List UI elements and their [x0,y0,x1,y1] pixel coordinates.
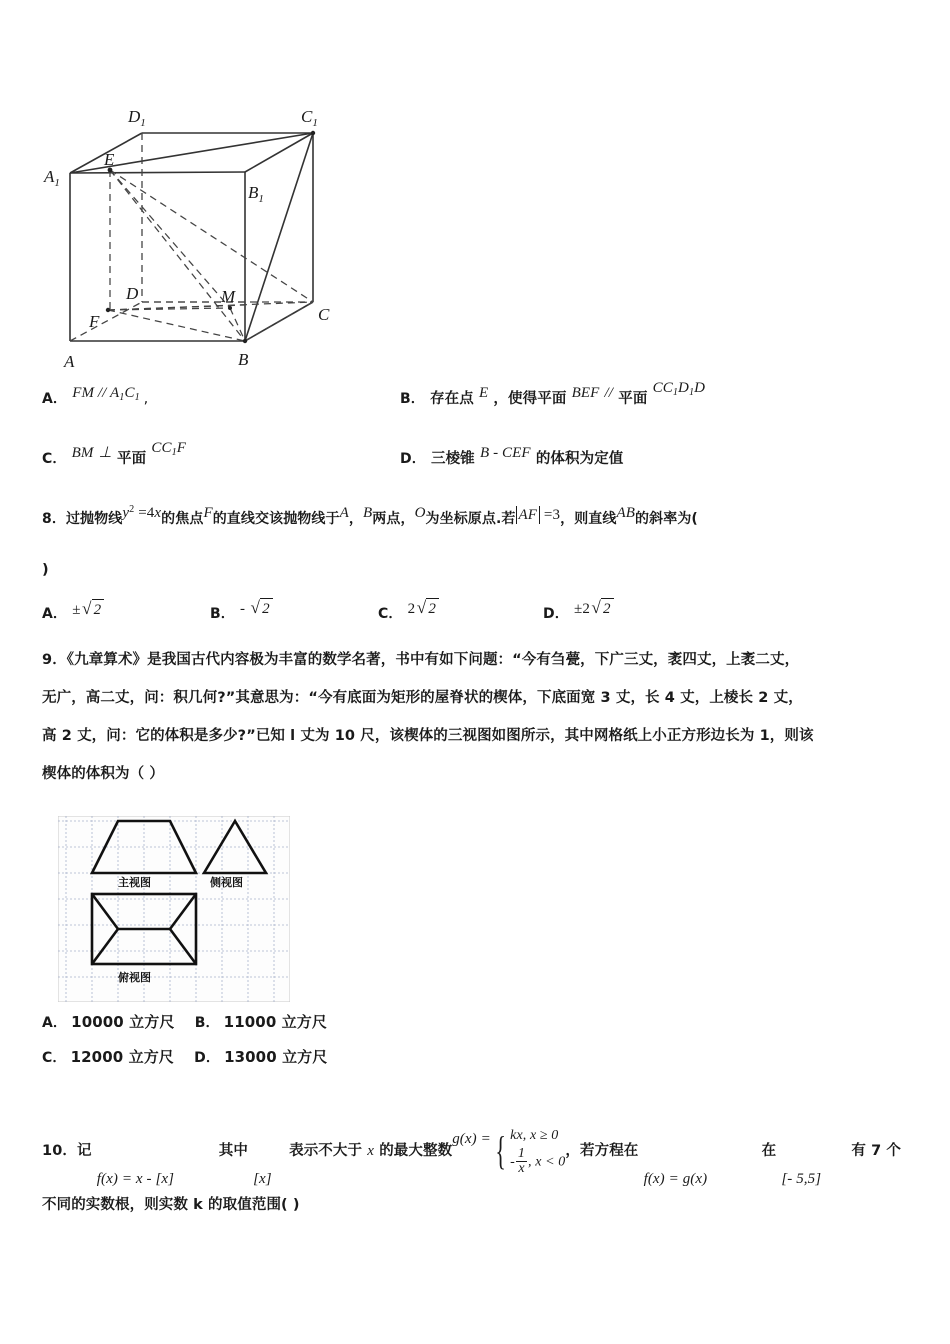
q9-options-row2 [42,1048,327,1067]
front-view-caption: 主视图 [118,876,151,889]
q10-case2-numerator: 1 [517,1145,526,1161]
q8-option-b-value: - √ 2 [240,601,273,617]
vertex-label-D: D [126,284,139,303]
q10-seg5: ，若方程在 [565,1143,639,1160]
q10-number: 10． [42,1143,77,1160]
q8-seg7: ，则直线 [560,511,617,528]
q8-seg8: 的斜率为( [635,511,698,528]
q8-seg6: 为坐标原点.若 [425,511,516,528]
q8-focus: F [203,505,213,522]
q8-af-condition: AF =3 [516,507,561,523]
q10-seg6: 在 [761,1143,777,1160]
q9-option-a-value: 10000 立方尺 [71,1013,175,1031]
q9-option-a-label: A． [42,1015,68,1031]
q10-equation: f(x) = g(x) [643,1171,708,1188]
vertex-label-A1: $A_1$ [44,167,60,189]
q8-point-b: B [362,505,373,522]
q9-options-row1 [42,1013,327,1032]
q10-var-x: x [367,1143,375,1160]
q8-option-c-value: 2√ 2 [408,601,439,617]
q10-interval: [- 5,5] [781,1171,822,1188]
q7-option-b-text1: 存在点 [430,391,474,407]
q8-seg4: ， [348,511,363,528]
q9-number: 9． [42,652,67,668]
vertex-label-A: A [64,352,75,371]
q9-option-b-value: 11000 立方尺 [223,1013,327,1031]
q7-option-b-label: B． [400,391,425,407]
q10-case2-condition: , x < 0 [528,1154,566,1170]
q7-option-b-plane2: $CC_1D_1D$ [652,380,706,398]
q8-seg5: 两点， [372,511,415,528]
side-view-caption: 侧视图 [210,876,243,889]
q9-option-c-value: 12000 立方尺 [70,1048,174,1066]
q7-option-c [42,440,187,470]
q8-stem-line1: 8．过抛物线$y^2 =4x$的焦点F的直线交该抛物线于A，B两点，O为坐标原点.若 AF =3，则直线AB的斜率为( [42,504,698,528]
q8-line-ab: AB [616,505,636,522]
q9-line1: 《九章算术》是我国古代内容极为丰富的数学名著，书中有如下问题：“今有刍甍，下广三丈，袤四丈，上袤二丈， [66,652,800,668]
q9-option-b-label: B． [194,1015,220,1031]
q8-seg2: 的焦点 [161,511,204,528]
q7-option-c-text1: 平面 [116,451,147,467]
q7-option-b-text2: ，使得平面 [493,391,567,407]
q10-stem-line2: 不同的实数根，则实数 k 的取值范围( ) [42,1197,300,1213]
q10-case2-denominator: x [518,1161,525,1177]
q8-point-a: A [339,505,349,522]
q9-stem-line3: 高 2 丈，问：它的体积是多少?”已知 l 丈为 10 尺，该楔体的三视图如图所示，其中网格纸上小正方形边长为 1，则该 [42,728,814,744]
q10-seg4: 的最大整数 [379,1143,453,1160]
q8-option-c [378,598,439,624]
q10-case-2: - $\frac{1}{x}$ , x < 0 [510,1145,566,1177]
vertex-label-E: E [104,150,115,169]
q10-stem-line1 [42,1125,902,1188]
vertex-label-B1: $B_1$ [248,183,264,205]
q7-option-d-label: D． [400,451,426,467]
q7-option-b-parallel: // [604,385,614,401]
q7-option-c-plane: $CC_1F$ [151,440,187,458]
top-view-caption: 俯视图 [118,971,151,984]
cube-diagram [40,80,400,380]
q8-option-d-label: D． [543,606,569,622]
q8-option-d [543,598,614,624]
q7-option-d [400,445,624,468]
q8-option-c-label: C． [378,606,403,622]
q7-option-c-label: C． [42,451,67,467]
q8-stem-line2: ) [42,562,49,578]
q8-option-d-value: ±2√ 2 [574,601,614,617]
q7-option-d-math: B - CEF [479,445,531,461]
vertex-label-B: B [238,350,249,369]
q7-option-a-label: A． [42,391,68,407]
q8-seg1: 过抛物线 [65,511,123,528]
q10-seg2: 其中 [218,1143,248,1160]
q10-case-1: kx, x ≥ 0 [510,1128,559,1143]
q8-seg3: 的直线交该抛物线于 [212,511,340,528]
vertex-label-M: M [221,287,236,306]
vertex-label-C1: $C_1$ [301,107,318,129]
q7-option-c-perp: ⊥ [98,445,112,461]
q10-piecewise-function: { kx, x ≥ 0 - $\frac{1}{x}$ , x < 0 [491,1125,566,1177]
q8-option-a-value: ±√ 2 [72,602,104,618]
vertex-label-D1: $D_1$ [128,107,146,129]
three-view-diagram [58,816,290,1002]
q8-option-a-label: A． [42,606,68,622]
q8-number: 8． [42,511,66,528]
q7-option-a: A． FM // $A_1C_1$ , [42,385,149,407]
q7-option-b-plane1: BEF [571,385,600,401]
q8-option-b [210,598,273,624]
vertex-label-C: C [318,305,330,324]
q9-option-d-value: 13000 立方尺 [224,1048,328,1066]
q7-option-c-seg: BM [71,445,94,461]
q7-option-b [400,380,706,410]
q8-origin: O [414,505,426,522]
q10-seg7: 有 7 个 [851,1143,902,1160]
q9-stem-line2: 无广，高二丈，问：积几何?”其意思为：“今有底面为矩形的屋脊状的楔体，下底面宽 3 丈，长 4 丈，上棱长 2 丈， [42,690,803,706]
q10-g-label: g(x) = [452,1131,491,1148]
q7-option-b-point: E [479,385,489,401]
q9-stem-line1 [42,652,799,669]
q10-seg1: 记 [76,1143,92,1160]
q7-option-b-text3: 平面 [618,391,648,407]
q7-option-a-math: FM // $A_1C_1$ [72,385,140,403]
q9-option-d-label: D． [194,1050,220,1066]
q10-bracket-notation: [x] [253,1171,272,1188]
q9-option-c-label: C． [42,1050,67,1066]
vertex-label-F: F [89,312,100,331]
q10-f-definition: f(x) = x - [x] [96,1171,175,1188]
q8-option-a [42,599,104,624]
q8-option-b-label: B． [210,606,235,622]
q7-option-d-text1: 三棱锥 [430,451,475,467]
q9-stem-line4: 楔体的体积为（ ） [42,766,164,782]
q10-seg3: 表示不大于 [289,1143,363,1160]
q7-option-d-text2: 的体积为定值 [535,451,624,467]
